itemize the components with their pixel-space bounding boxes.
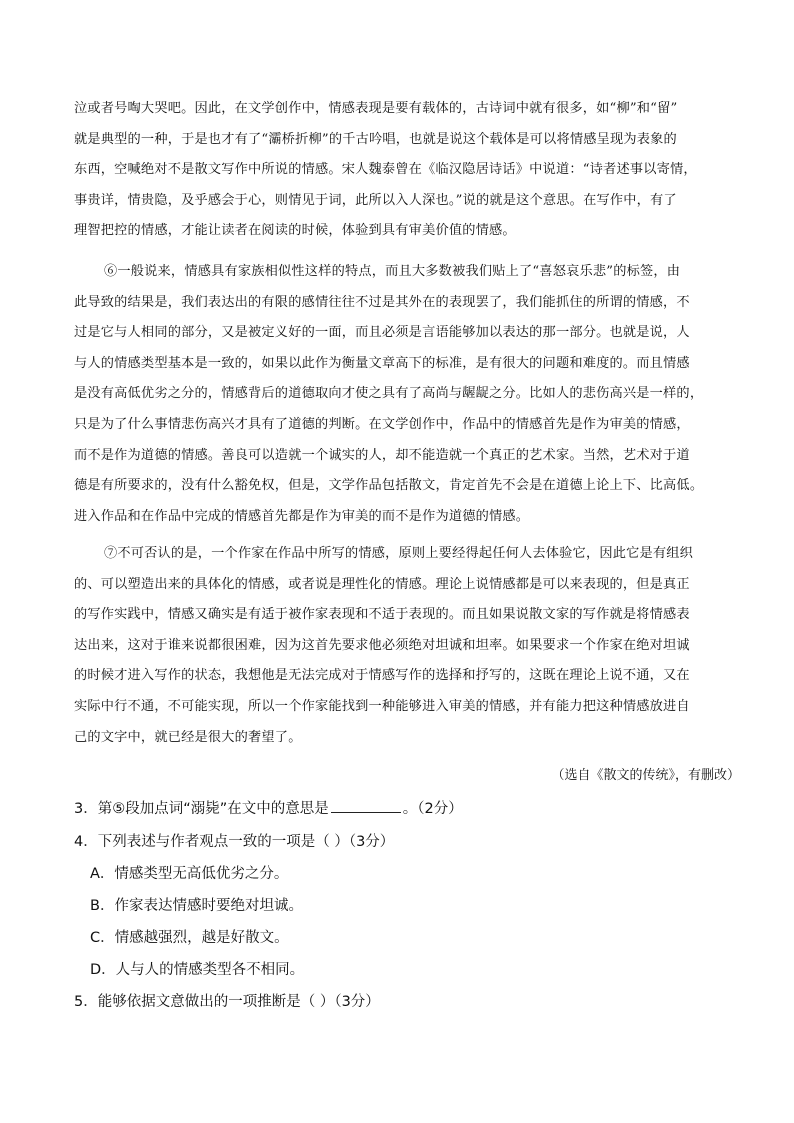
question-5: 5．能够依据文意做出的一项推断是（ ）（3分） [74, 994, 380, 1010]
option-a: A．情感类型无高低优劣之分。 [90, 866, 289, 882]
answer-blank[interactable] [331, 798, 401, 813]
passage-line: 的时候才进入写作的状态，我想他是无法完成对于情感写作的选择和抒写的，这既在理论上说不通，又在 [74, 668, 690, 684]
passage-line: 的写作实践中，情感又确实是有适于被作家表现和不适于表现的。而且如果说散文家的写作就是将情感表 [74, 607, 690, 623]
question-3-text: 3．第⑤段加点词“溺毙”在文中的意思是 [74, 801, 329, 817]
passage-line: ⑦不可否认的是，一个作家在作品中所写的情感，原则上要经得起任何人去体验它，因此它是有组织 [104, 546, 694, 561]
question-3-score: 。（2分） [402, 801, 463, 817]
passage-line: 是没有高低优劣之分的，情感背后的道德取向才使之具有了高尚与龌龊之分。比如人的悲伤高兴是一样的， [74, 386, 704, 402]
passage-line: 的、可以塑造出来的具体化的情感，或者说是理性化的情感。理论上说情感都是可以来表现的，但是真正 [74, 576, 690, 592]
passage-line: 此导致的结果是，我们表达出的有限的感情往往不过是其外在的表现罢了，我们能抓住的所谓的情感，不 [74, 294, 690, 310]
passage-line: 东西，空喊绝对不是散文写作中所说的情感。宋人魏泰曾在《临汉隐居诗话》中说道：“诗者述事以寄情， [74, 162, 697, 178]
passage-line: 德是有所要求的，没有什么豁免权，但是，文学作品包括散文，肯定首先不会是在道德上论上下、比高低。 [74, 478, 704, 494]
passage-line: ⑥一般说来，情感具有家族相似性这样的特点，而且大多数被我们贴上了“喜怒哀乐悲”的标签，由 [104, 264, 681, 279]
passage-paragraph-5-end [74, 94, 726, 247]
passage-paragraph-7 [74, 539, 726, 753]
passage-line: 事贵详，情贵隐，及乎感会于心，则情见于词，此所以入人深也。”说的就是这个意思。在写作中，有了 [74, 192, 677, 208]
passage-line: 与人的情感类型基本是一致的，如果以此作为衡量文章高下的标准，是有很大的问题和难度的。而且情感 [74, 355, 690, 371]
passage-paragraph-6 [74, 257, 726, 532]
question-3 [74, 798, 463, 819]
option-c: C．情感越强烈，越是好散文。 [90, 930, 289, 946]
option-b: B．作家表达情感时要绝对坦诚。 [90, 898, 303, 914]
passage-line: 进入作品和在作品中完成的情感首先都是作为审美的而不是作为道德的情感。 [74, 508, 530, 524]
passage-line: 泣或者号啕大哭吧。因此，在文学创作中，情感表现是要有载体的，古诗词中就有很多，如“柳”和“留” [74, 101, 678, 116]
question-4: 4．下列表述与作者观点一致的一项是（ ）（3分） [74, 834, 395, 850]
passage-line: 就是典型的一种，于是也才有了“灞桥折柳”的千古吟唱，也就是说这个载体是可以将情感呈现为表象的 [74, 131, 677, 147]
passage-source: （选自《散文的传统》，有删改） [551, 768, 740, 783]
option-d: D．人与人的情感类型各不相同。 [90, 962, 305, 978]
passage-line: 而不是作为道德的情感。善良可以造就一个诚实的人，却不能造就一个真正的艺术家。当然，艺术对于道 [74, 447, 690, 463]
passage-line: 己的文字中，就已经是很大的奢望了。 [74, 729, 302, 745]
passage-line: 只是为了什么事情悲伤高兴才具有了道德的判断。在文学创作中，作品中的情感首先是作为审美的情感， [74, 416, 690, 432]
passage-line: 过是它与人相同的部分，又是被定义好的一面，而且必须是言语能够加以表达的那一部分。也就是说，人 [74, 325, 690, 341]
passage-line: 理智把控的情感，才能让读者在阅读的时候，体验到具有审美价值的情感。 [74, 223, 516, 239]
passage-line: 实际中行不通，不可能实现，所以一个作家能找到一种能够进入审美的情感，并有能力把这种情感放进自 [74, 698, 690, 714]
passage-line: 达出来，这对于谁来说都很困难，因为这首先要求他必须绝对坦诚和坦率。如果要求一个作家在绝对坦诚 [74, 637, 690, 653]
